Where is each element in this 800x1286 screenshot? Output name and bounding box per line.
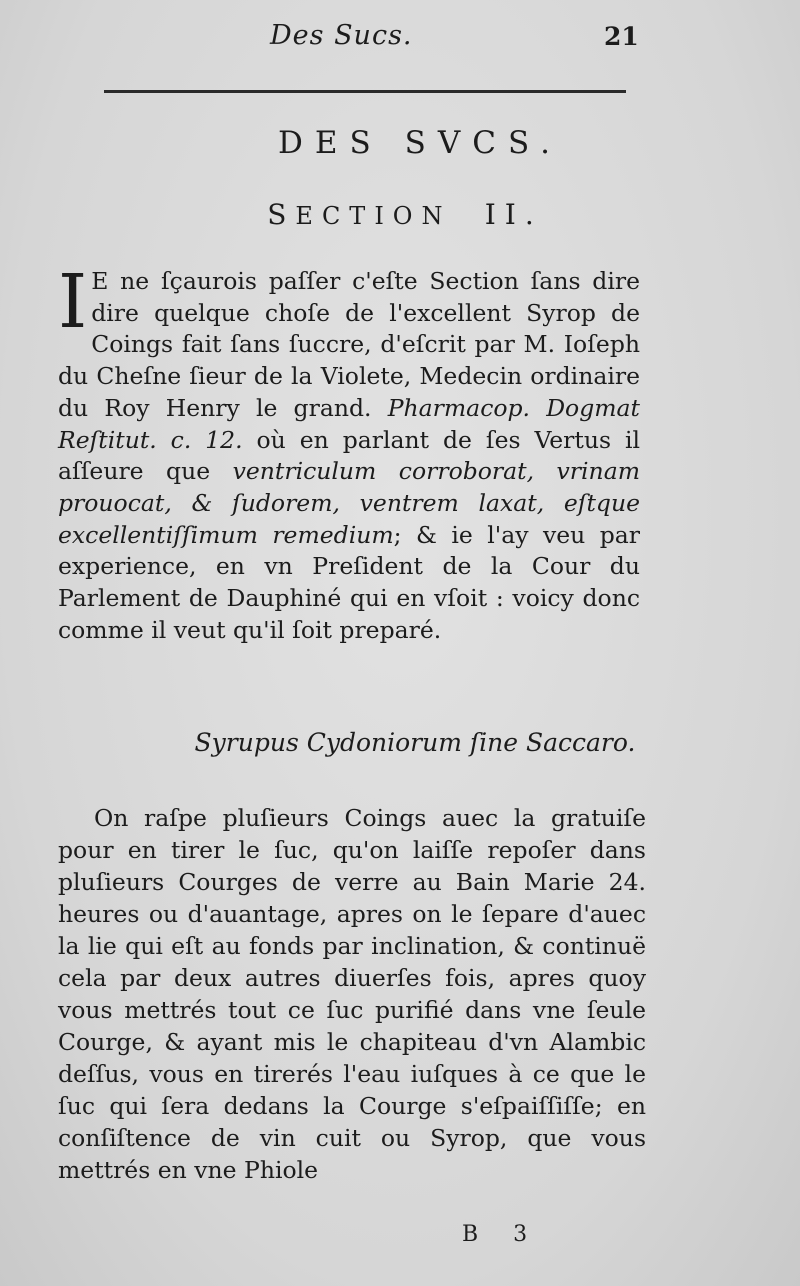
chapter-heading: DES SVCS. bbox=[278, 125, 562, 161]
section-prefix: S bbox=[267, 198, 296, 231]
intro-latin-quote: ventriculum corroborat, vrinam prouocat, & ſudorem, ventrem laxat, eſtque excellentiſſimum remedium bbox=[58, 457, 640, 549]
paragraph-intro bbox=[58, 259, 641, 646]
running-head-title: Des Sucs. bbox=[270, 20, 413, 51]
recipe-title: Syrupus Cydoniorum ſine Saccaro. bbox=[194, 728, 636, 757]
intro-citation: Pharmacop. Dogmat Reſtitut. c. 12. bbox=[58, 393, 640, 454]
section-heading bbox=[0, 198, 800, 231]
page-number: 21 bbox=[604, 22, 639, 51]
section-label: ECTION bbox=[295, 202, 452, 230]
header-rule bbox=[104, 90, 626, 93]
drop-cap: I bbox=[58, 259, 88, 345]
intro-text-2: où en parlant de ſes Vertus il aſſeure que bbox=[58, 425, 641, 486]
intro-text-3: ; & ie l'ay veu par experience, en vn Preſident de la Cour du Parlement de Dauphiné qui en vſoit : voicy donc comme il veut qu'il ſoit preparé. bbox=[58, 520, 641, 644]
signature-mark: B 3 bbox=[462, 1222, 542, 1247]
paragraph-recipe: On raſpe pluſieurs Coings auec la gratuiſe pour en tirer le ſuc, qu'on laiſſe repoſer dans pluſieurs Courges de verre au Bain Marie 24. heures ou d'auantage, apres on le ſepare d'auec la lie qui eſt au fonds par inclination, & continuë cela par deux autres diuerſes fois, apres quoy vous mettrés tout ce ſuc purifié dans vne ſeule Courge, & ayant mis le chapiteau d'vn Alambic deſſus, vous en tirerés l'eau iuſques à ce que le ſuc qui ſera dedans la Courge s'eſpaiſſiſſe; en conſiſtence de vin cuit ou Syrop, que vous mettrés en vne Phiole bbox=[58, 804, 646, 1184]
section-numeral: II. bbox=[484, 198, 543, 231]
running-head bbox=[0, 20, 800, 60]
intro-text-1: E ne ſçaurois paſſer c'eſte Section ſans dire dire quelque choſe de l'excellent Syrop de Coings fait ſans ſuccre, d'eſcrit par M. Ioſeph du Cheſne ſieur de la Violete, Medecin ordinaire du Roy Henry le grand. bbox=[58, 267, 640, 422]
